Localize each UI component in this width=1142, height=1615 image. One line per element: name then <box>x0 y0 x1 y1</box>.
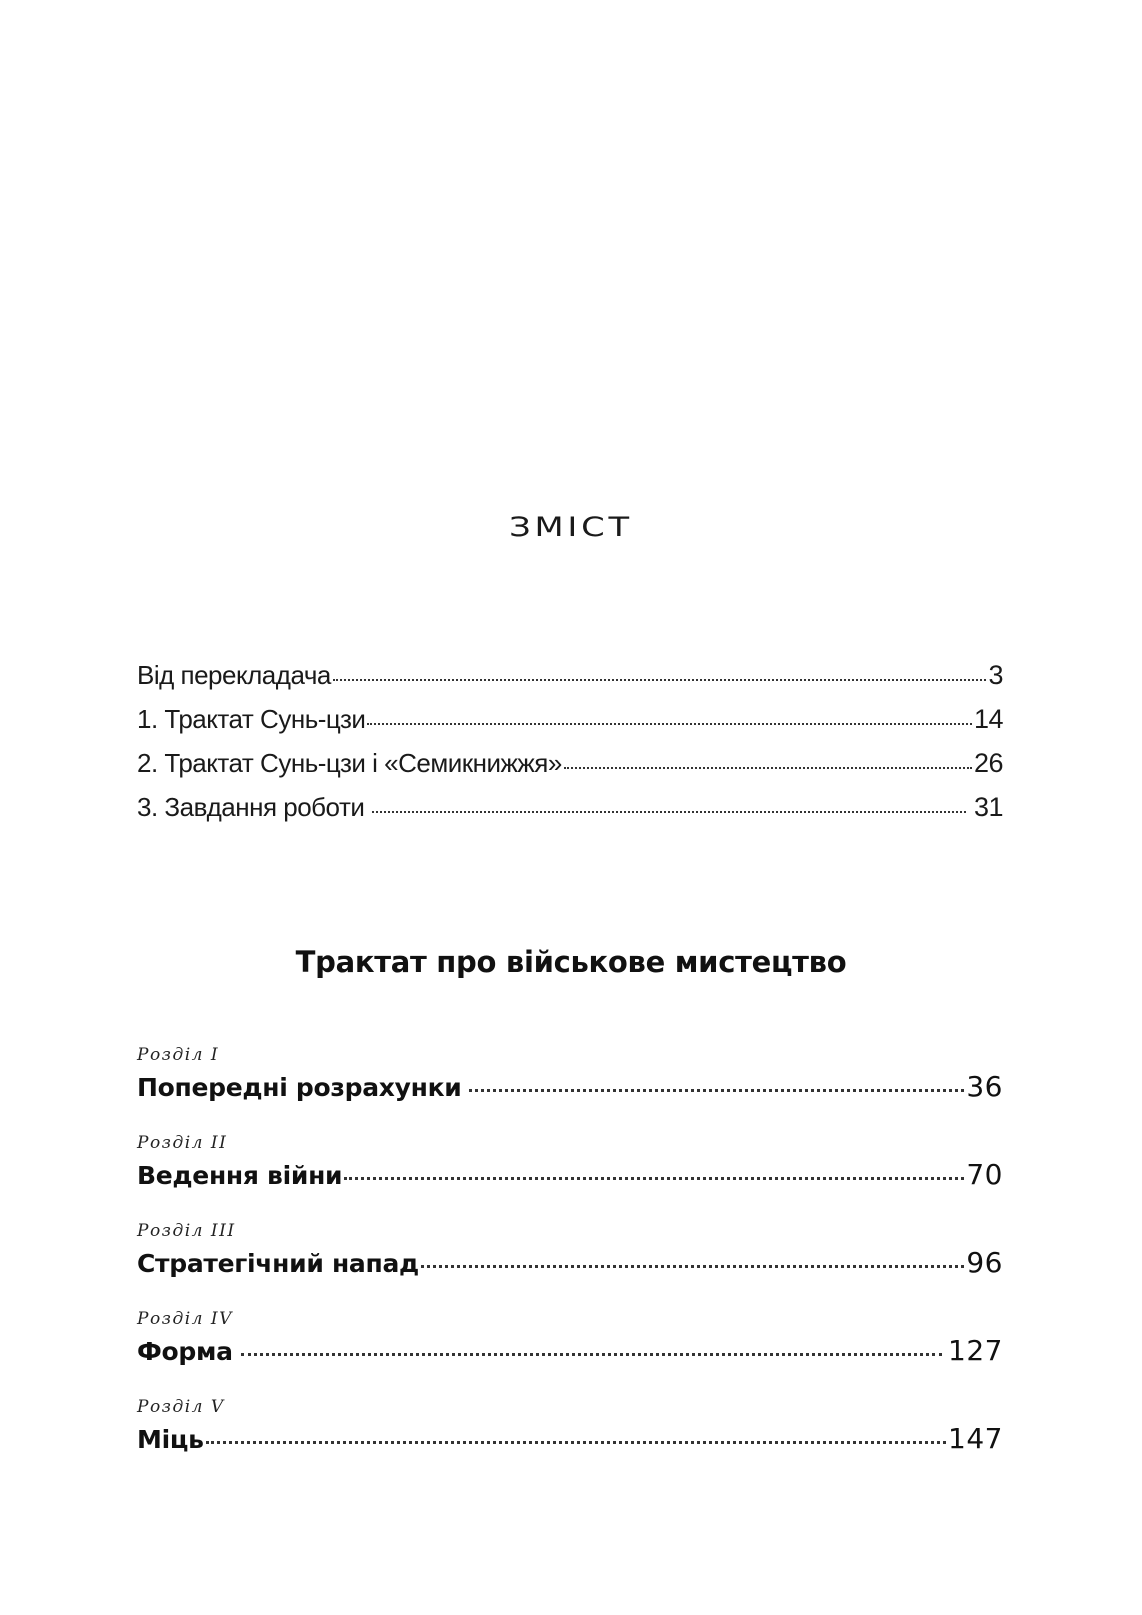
chapter-number-label: Розділ I <box>137 1045 220 1065</box>
toc-entry-label: 1. Трактат Сунь-цзи <box>137 704 366 734</box>
chapter-entry[interactable] <box>137 1220 1003 1308</box>
intro-toc-list <box>137 660 1003 836</box>
toc-entry-page: 3 <box>988 660 1003 690</box>
chapter-row <box>137 1422 1003 1455</box>
chapter-title: Попередні розрахунки <box>137 1073 462 1102</box>
dot-leader <box>372 811 966 813</box>
chapter-page: 147 <box>948 1422 1003 1455</box>
dot-leader <box>421 1265 964 1268</box>
section-title: Трактат про військове мистецтво <box>295 945 847 979</box>
page-title: ЗМІСТ <box>509 512 633 543</box>
chapter-toc-list <box>137 1044 1003 1484</box>
chapter-title: Ведення війни <box>137 1161 343 1190</box>
dot-leader <box>469 1089 964 1092</box>
toc-entry-page: 14 <box>973 704 1003 734</box>
chapter-title: Міць <box>137 1425 204 1454</box>
chapter-title: Форма <box>137 1337 233 1366</box>
toc-entry-label: 2. Трактат Сунь-цзи і «Семикнижжя» <box>137 748 562 778</box>
dot-leader <box>367 723 972 725</box>
toc-entry[interactable] <box>137 660 1003 704</box>
chapter-page: 36 <box>966 1070 1003 1103</box>
toc-entry[interactable] <box>137 792 1003 836</box>
toc-entry[interactable] <box>137 748 1003 792</box>
chapter-row <box>137 1070 1003 1103</box>
chapter-page: 96 <box>966 1246 1003 1279</box>
toc-entry-label: 3. Завдання роботи <box>137 792 365 822</box>
chapter-row <box>137 1334 1003 1367</box>
dot-leader <box>564 767 972 769</box>
chapter-number-label: Розділ IV <box>137 1309 233 1329</box>
dot-leader <box>333 679 987 681</box>
chapter-number-label: Розділ V <box>137 1397 225 1417</box>
chapter-row <box>137 1246 1003 1279</box>
chapter-page: 70 <box>966 1158 1003 1191</box>
chapter-entry[interactable] <box>137 1044 1003 1132</box>
chapter-entry[interactable] <box>137 1132 1003 1220</box>
toc-entry-page: 31 <box>973 792 1003 822</box>
chapter-entry[interactable] <box>137 1308 1003 1396</box>
chapter-page: 127 <box>948 1334 1003 1367</box>
chapter-title: Стратегічний напад <box>137 1249 419 1278</box>
dot-leader <box>241 1353 942 1356</box>
chapter-row <box>137 1158 1003 1191</box>
chapter-number-label: Розділ III <box>137 1221 236 1241</box>
dot-leader <box>206 1441 946 1444</box>
chapter-entry[interactable] <box>137 1396 1003 1484</box>
toc-entry-page: 26 <box>973 748 1003 778</box>
dot-leader <box>344 1177 964 1180</box>
toc-entry-label: Від перекладача <box>137 660 331 690</box>
toc-entry[interactable] <box>137 704 1003 748</box>
chapter-number-label: Розділ II <box>137 1133 228 1153</box>
